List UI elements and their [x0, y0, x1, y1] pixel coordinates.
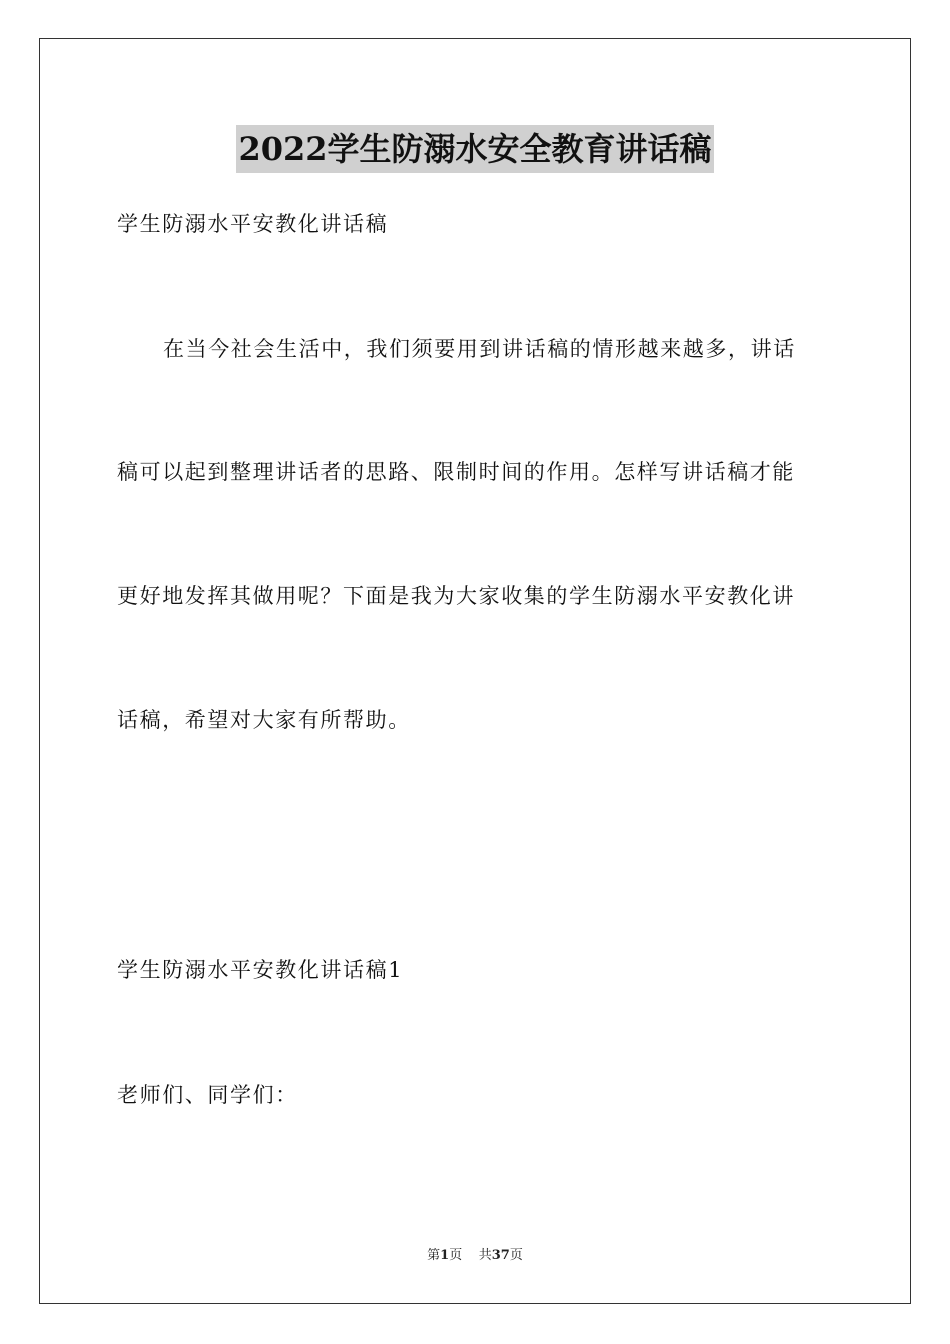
footer-total-prefix: 共 [478, 1248, 492, 1263]
intro-line-3: 更好地发挥其做用呢？下面是我为大家收集的学生防溺水平安教化讲 [117, 584, 795, 608]
title-container [0, 125, 950, 173]
footer-page-number: 1 [440, 1248, 450, 1263]
intro-line-1: 在当今社会生活中，我们须要用到讲话稿的情形越来越多，讲话 [163, 337, 796, 361]
intro-line-2: 稿可以起到整理讲话者的思路、限制时间的作用。怎样写讲话稿才能 [117, 460, 795, 484]
page-footer [0, 1247, 950, 1265]
section-heading: 学生防溺水平安教化讲话稿1 [117, 958, 404, 982]
greeting-line: 老师们、同学们： [117, 1083, 298, 1107]
document-title: 2022学生防溺水安全教育讲话稿 [236, 125, 713, 173]
intro-line-4: 话稿，希望对大家有所帮助。 [117, 708, 411, 732]
footer-total-pages: 37 [491, 1248, 510, 1263]
footer-page-prefix: 第 [427, 1248, 441, 1263]
footer-total-suffix: 页 [509, 1248, 523, 1263]
footer-page-suffix: 页 [449, 1248, 463, 1263]
document-subtitle: 学生防溺水平安教化讲话稿 [117, 212, 389, 236]
